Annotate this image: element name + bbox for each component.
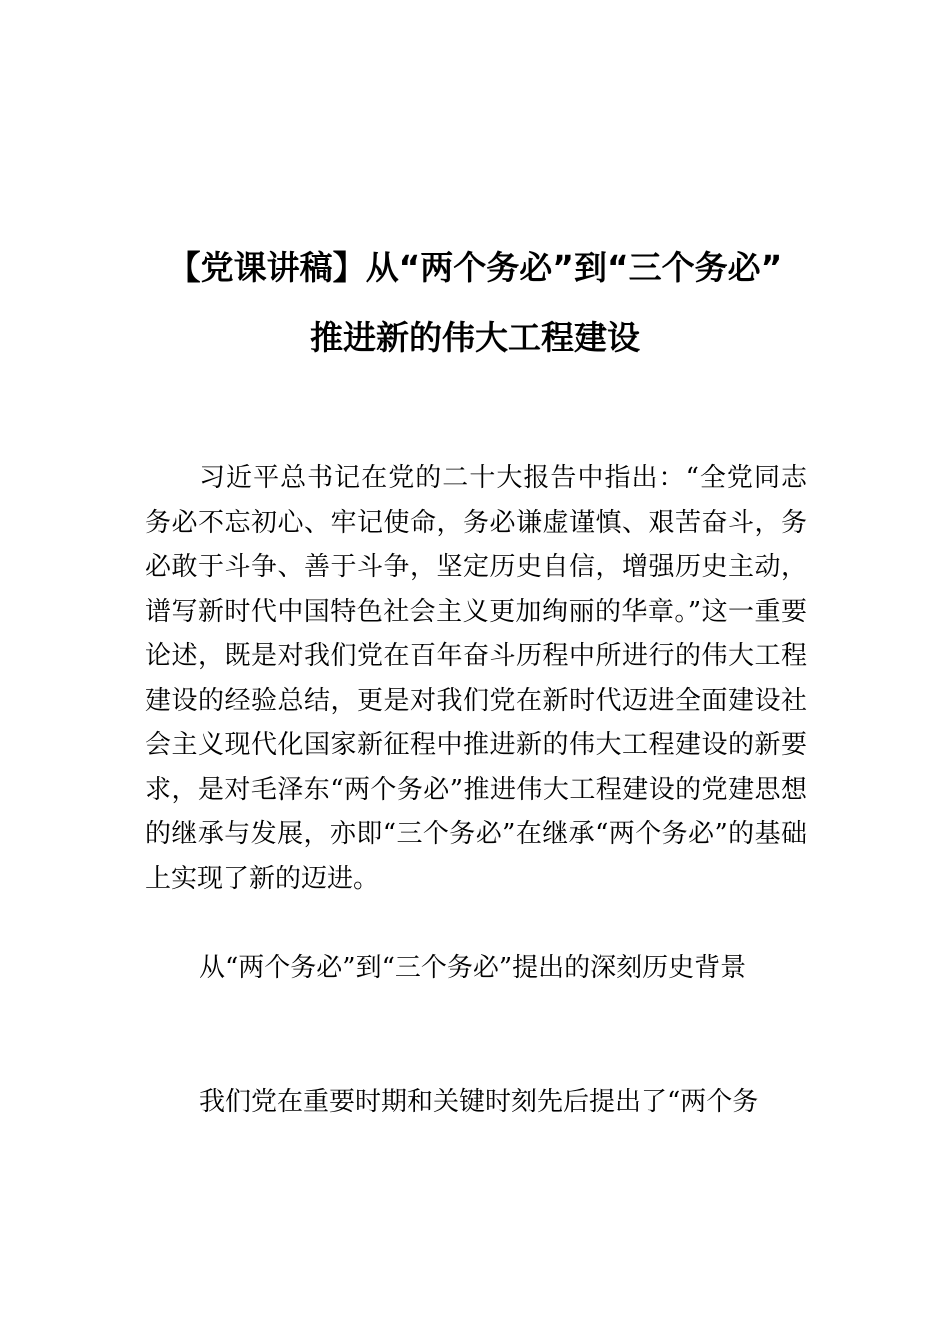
document-title-line-1: 【党课讲稿】从“两个务必”到“三个务必”	[167, 248, 783, 287]
body-paragraph-intro: 习近平总书记在党的二十大报告中指出：“全党同志务必不忘初心、牢记使命，务必谦虚谨慎、艰苦奋斗，务必敢于斗争、善于斗争，坚定历史自信，增强历史主动，谱写新时代中国特色社会主义更加绚丽的华章。”这一重要论述，既是对我们党在百年奋斗历程中所进行的伟大工程建设的经验总结，更是对我们党在新时代迈进全面建设社会主义现代化国家新征程中推进新的伟大工程建设的新要求，是对毛泽东“两个务必”推进伟大工程建设的党建思想的继承与发展，亦即“三个务必”在继承“两个务必”的基础上实现了新的迈进。	[145, 463, 807, 894]
body-paragraph-continued: 我们党在重要时期和关键时刻先后提出了“两个务	[199, 1087, 759, 1117]
document-title-line-2: 推进新的伟大工程建设	[310, 318, 640, 357]
section-heading-paragraph: 从“两个务必”到“三个务必”提出的深刻历史背景	[199, 953, 747, 983]
